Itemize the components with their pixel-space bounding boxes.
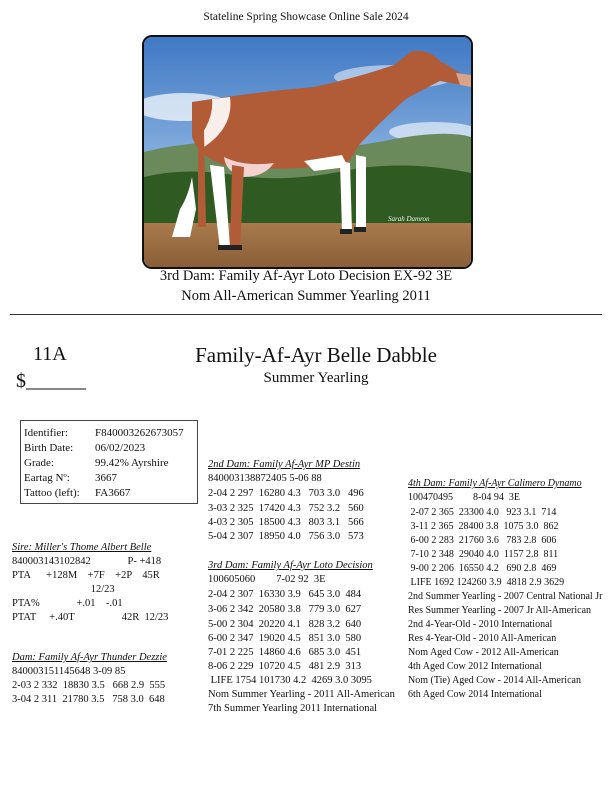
lot-price: $______: [16, 370, 86, 392]
second-dam-heading: 2nd Dam: Family Af-Ayr MP Destin: [208, 459, 361, 470]
fourth-dam-heading: 4th Dam: Family Af-Ayr Calimero Dynamo: [408, 478, 582, 489]
dam-heading: Dam: Family Af-Ayr Thunder Dezzie: [12, 652, 167, 663]
fourth-dam-award: 2nd 4-Year-Old - 2010 International: [408, 619, 553, 630]
fourth-dam-award: 2nd Summer Yearling - 2007 Central National Jr: [408, 591, 603, 602]
sire-line: 840003143102842 P- +418: [12, 556, 162, 567]
fourth-dam-award: Res 4-Year-Old - 2010 All-American: [408, 633, 557, 644]
sale-title: Stateline Spring Showcase Online Sale 2024: [203, 11, 409, 23]
second-dam-line: 840003138872405 5-06 88: [208, 473, 322, 484]
id-value-tattoo: FA3667: [95, 487, 131, 499]
id-label-tattoo: Tattoo (left):: [24, 487, 80, 499]
second-dam-line: 3-03 2 325 17420 4.3 752 3.2 560: [208, 503, 364, 514]
third-dam-line: 8-06 2 229 10720 4.5 481 2.9 313: [208, 661, 362, 672]
cow-photo: [142, 35, 473, 269]
second-dam-line: 5-04 2 307 18950 4.0 756 3.0 573: [208, 531, 364, 542]
id-label-birthdate: Birth Date:: [24, 442, 74, 454]
id-value-identifier: F840003262673057: [95, 427, 184, 439]
animal-class: Summer Yearling: [263, 370, 369, 386]
sire-line: PTAT +.40T 42R 12/23: [12, 612, 169, 623]
fourth-dam-award: Nom Aged Cow - 2012 All-American: [408, 647, 559, 658]
second-dam-line: 2-04 2 297 16280 4.3 703 3.0 496: [208, 488, 364, 499]
fourth-dam-line: 6-00 2 283 21760 3.6 783 2.8 606: [408, 535, 557, 546]
dam-line: 2-03 2 332 18830 3.5 668 2.9 555: [12, 680, 166, 691]
section-divider: [10, 314, 602, 315]
lot-number: 11A: [33, 343, 67, 365]
third-dam-line: 7-01 2 225 14860 4.6 685 3.0 451: [208, 647, 362, 658]
photo-caption-line1: 3rd Dam: Family Af-Ayr Loto Decision EX-92 3E: [159, 268, 453, 284]
id-label-grade: Grade:: [24, 457, 54, 469]
fourth-dam-award: 6th Aged Cow 2014 International: [408, 689, 542, 700]
id-box: [20, 420, 198, 504]
sire-line: PTA% +.01 -.01: [12, 598, 123, 609]
fourth-dam-line: 7-10 2 348 29040 4.0 1157 2.8 811: [408, 549, 559, 560]
fourth-dam-line: 9-00 2 206 16550 4.2 690 2.8 469: [408, 563, 557, 574]
third-dam-award: 7th Summer Yearling 2011 International: [208, 703, 378, 714]
id-value-birthdate: 06/02/2023: [95, 442, 146, 454]
fourth-dam-line: 3-11 2 365 28400 3.8 1075 3.0 862: [408, 521, 559, 532]
photo-caption-line2: Nom All-American Summer Yearling 2011: [181, 288, 431, 304]
second-dam-line: 4-03 2 305 18500 4.3 803 3.1 566: [208, 517, 364, 528]
fourth-dam-award: Res Summer Yearling - 2007 Jr All-American: [408, 605, 592, 616]
third-dam-line: 6-00 2 347 19020 4.5 851 3.0 580: [208, 633, 362, 644]
animal-name: Family-Af-Ayr Belle Dabble: [195, 343, 437, 367]
fourth-dam-award: 4th Aged Cow 2012 International: [408, 661, 542, 672]
third-dam-line: 3-06 2 342 20580 3.8 779 3.0 627: [208, 604, 362, 615]
third-dam-line: 100605060 7-02 92 3E: [208, 574, 326, 585]
fourth-dam-line: 2-07 2 365 23300 4.0 923 3.1 714: [408, 507, 557, 518]
third-dam-heading: 3rd Dam: Family Af-Ayr Loto Decision: [208, 560, 373, 571]
id-label-identifier: Identifier:: [24, 427, 68, 439]
id-value-eartag: 3667: [95, 472, 117, 484]
fourth-dam-line: 100470495 8-04 94 3E: [408, 492, 520, 503]
sire-line: 12/23: [12, 584, 115, 595]
dam-line: 840003151145648 3-09 85: [12, 666, 126, 677]
photographer-signature: Sarah Damron: [388, 215, 430, 223]
third-dam-line: LIFE 1754 101730 4.2 4269 3.0 3095: [208, 675, 372, 686]
sire-heading: Sire: Miller's Thome Albert Belle: [12, 542, 152, 553]
id-label-eartag: Eartag Nº:: [24, 472, 70, 484]
fourth-dam-line: LIFE 1692 124260 3.9 4818 2.9 3629: [408, 577, 565, 588]
dam-line: 3-04 2 311 21780 3.5 758 3.0 648: [12, 694, 165, 705]
third-dam-award: Nom Summer Yearling - 2011 All-American: [208, 689, 395, 700]
id-value-grade: 99.42% Ayrshire: [95, 457, 169, 469]
third-dam-line: 5-00 2 304 20220 4.1 828 3.2 640: [208, 619, 362, 630]
fourth-dam-award: Nom (Tie) Aged Cow - 2014 All-American: [408, 675, 581, 686]
third-dam-line: 2-04 2 307 16330 3.9 645 3.0 484: [208, 589, 362, 600]
sire-line: PTA +128M +7F +2P 45R: [12, 570, 160, 581]
